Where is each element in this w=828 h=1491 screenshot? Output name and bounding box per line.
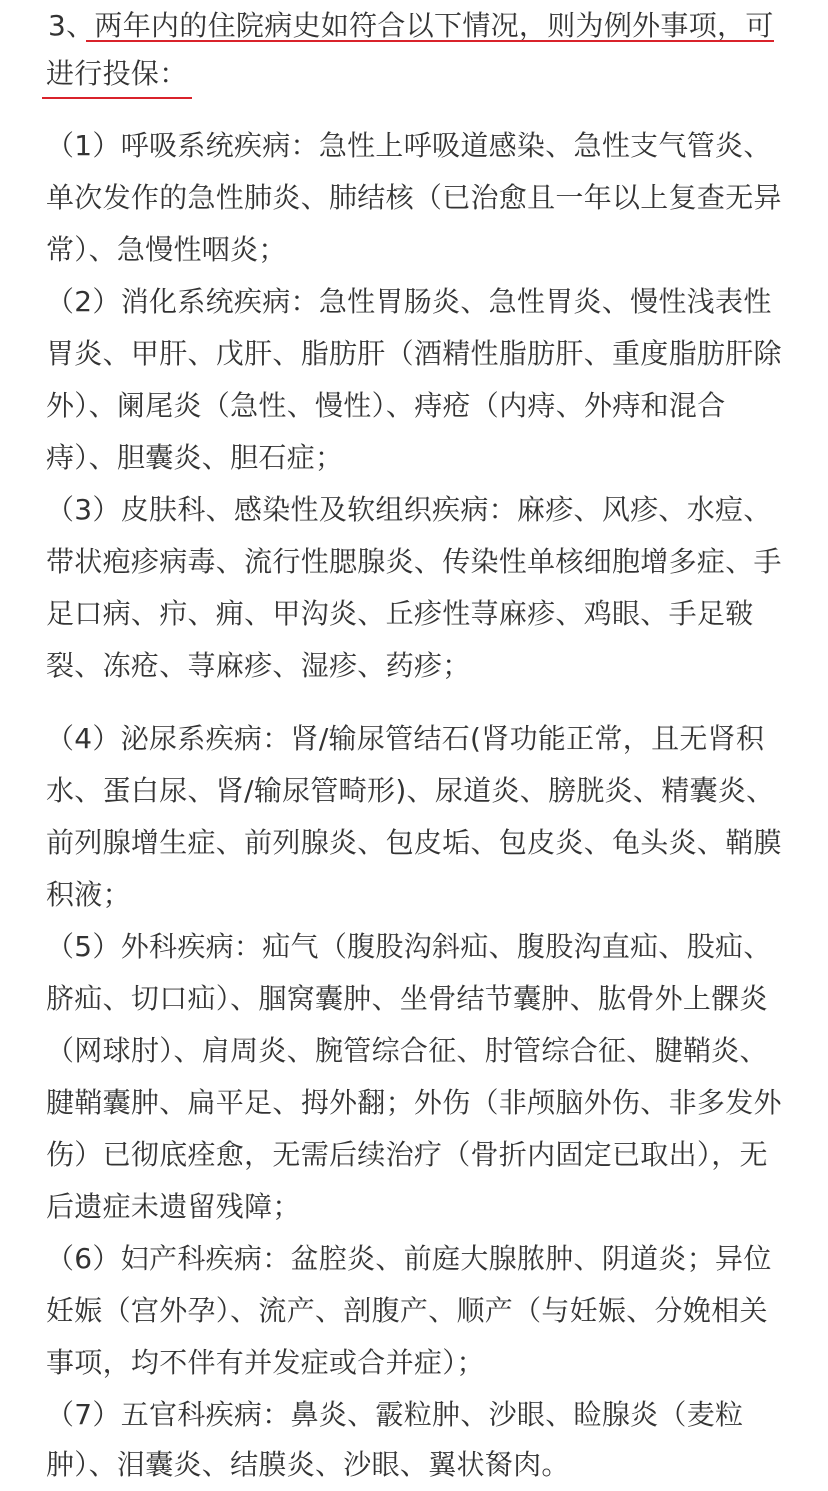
item-2-line-4: 痔）、胆囊炎、胆石症； (46, 441, 344, 474)
item-4-line-3: 前列腺增生症、前列腺炎、包皮垢、包皮炎、龟头炎、鞘膜 (46, 826, 782, 859)
item-3-line-1: （3）皮肤科、感染性及软组织疾病：麻疹、风疹、水痘、 (46, 493, 772, 526)
item-1-line-2: 单次发作的急性肺炎、肺结核（已治愈且一年以上复查无异 (46, 181, 782, 214)
item-2-line-3: 外）、阑尾炎（急性、慢性）、痔疮（内痔、外痔和混合 (46, 389, 726, 422)
item-1-line-1: （1）呼吸系统疾病：急性上呼吸道感染、急性支气管炎、 (46, 129, 772, 162)
item-3-line-2: 带状疱疹病毒、流行性腮腺炎、传染性单核细胞增多症、手 (46, 545, 782, 578)
item-5-line-4: 腱鞘囊肿、扁平足、拇外翻；外伤（非颅脑外伤、非多发外 (46, 1086, 782, 1119)
heading-underline-2 (42, 97, 192, 99)
heading-line-1: 3、两年内的住院病史如符合以下情况，则为例外事项，可 (48, 9, 774, 42)
item-7-line-1: （7）五官科疾病：鼻炎、霰粒肿、沙眼、睑腺炎（麦粒 (46, 1398, 744, 1431)
item-5-line-3: （网球肘）、肩周炎、腕管综合征、肘管综合征、腱鞘炎、 (46, 1034, 768, 1067)
item-4-line-2: 水、蛋白尿、肾/输尿管畸形)、尿道炎、膀胱炎、精囊炎、 (46, 774, 775, 807)
item-5-line-6: 后遗症未遗留残障； (46, 1190, 301, 1223)
item-5-line-5: 伤）已彻底痊愈，无需后续治疗（骨折内固定已取出），无 (46, 1138, 768, 1171)
item-1-line-3: 常）、急慢性咽炎； (46, 233, 287, 266)
item-3-line-4: 裂、冻疮、荨麻疹、湿疹、药疹； (46, 649, 471, 682)
heading-underline-1 (86, 40, 774, 42)
item-5-line-1: （5）外科疾病：疝气（腹股沟斜疝、腹股沟直疝、股疝、 (46, 930, 772, 963)
item-4-line-1: （4）泌尿系疾病：肾/输尿管结石(肾功能正常，且无肾积 (46, 722, 765, 755)
heading-line-2: 进行投保： (46, 57, 188, 90)
item-3-line-3: 足口病、疖、痈、甲沟炎、丘疹性荨麻疹、鸡眼、手足皲 (46, 597, 754, 630)
item-6-line-3: 事项，均不伴有并发症或合并症）； (46, 1346, 485, 1379)
item-4-line-4: 积液； (46, 878, 131, 911)
item-7-line-2: 肿）、泪囊炎、结膜炎、沙眼、翼状胬肉。 (46, 1448, 570, 1481)
item-6-line-2: 妊娠（宫外孕）、流产、剖腹产、顺产（与妊娠、分娩相关 (46, 1294, 768, 1327)
item-6-line-1: （6）妇产科疾病：盆腔炎、前庭大腺脓肿、阴道炎；异位 (46, 1242, 772, 1275)
item-2-line-1: （2）消化系统疾病：急性胃肠炎、急性胃炎、慢性浅表性 (46, 285, 772, 318)
item-2-line-2: 胃炎、甲肝、戊肝、脂肪肝（酒精性脂肪肝、重度脂肪肝除 (46, 337, 782, 370)
item-5-line-2: 脐疝、切口疝）、腘窝囊肿、坐骨结节囊肿、肱骨外上髁炎 (46, 982, 768, 1015)
